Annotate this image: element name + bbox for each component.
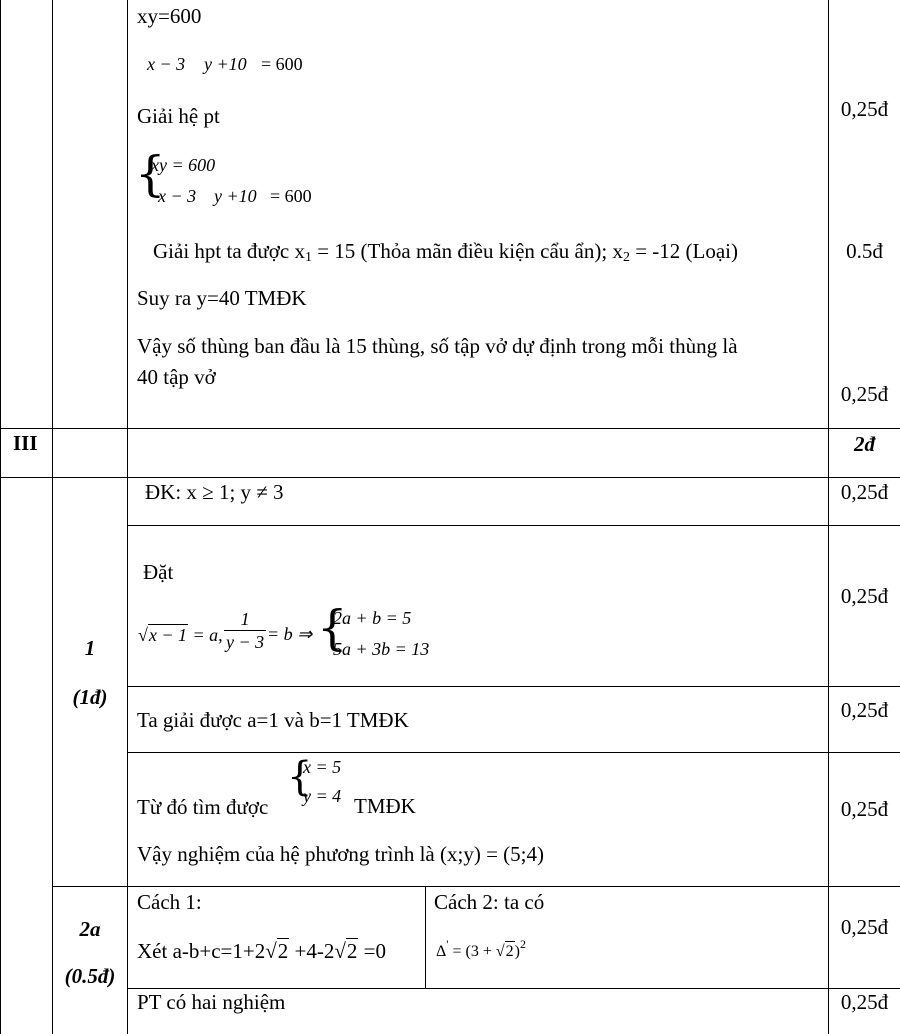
equation-xy: xy=600 — [137, 4, 202, 28]
two-roots-text: PT có hai nghiệm — [137, 990, 286, 1014]
system-eq2: 5a + 3b = 13 — [333, 639, 430, 659]
part-points: (1đ) — [72, 685, 108, 709]
section-total-score: 2đ — [854, 432, 875, 456]
grid-line — [127, 0, 128, 1034]
part-number: 2a — [79, 917, 101, 941]
found-x: x = 5 — [303, 757, 342, 777]
score-cell: 0,25đ — [840, 97, 889, 121]
part-number: 1 — [84, 636, 96, 660]
final-answer-line1: Vậy số thùng ban đầu là 15 thùng, số tập vở dự định trong mỗi thùng là — [137, 334, 738, 358]
final-answer-line2: 40 tập vở — [137, 365, 216, 389]
grid-line — [52, 886, 900, 887]
score-cell: 0,25đ — [840, 584, 889, 608]
system-brace: { — [317, 600, 348, 656]
conclusion-y: Suy ra y=40 TMĐK — [137, 286, 307, 310]
grid-line — [0, 477, 900, 478]
system-brace: { — [287, 754, 313, 800]
grid-line — [127, 752, 900, 753]
equation-product-a: x − 3 — [147, 54, 186, 74]
method1-check: Xét a-b+c=1+2√2 +4-2√2 =0 — [137, 939, 386, 963]
found-condition: TMĐK — [354, 794, 416, 818]
solve-system-label: Giải hệ pt — [137, 104, 220, 128]
grid-line — [127, 686, 900, 687]
system-result: Giải hpt ta được $x_1 = 15$ (Thỏa mãn điều kiện cẩu ẩn); $x_2 = -12$ (Loại) — [153, 239, 739, 265]
substitution-fraction: $\frac{1}{y - 3}$ — [226, 609, 265, 652]
substitution-b: = b ⇒ — [267, 624, 313, 644]
condition-text: ĐK: x ≥ 1; y ≠ 3 — [145, 480, 284, 504]
score-cell: 0,25đ — [840, 480, 889, 504]
grid-line — [0, 428, 900, 429]
grid-line — [425, 886, 426, 988]
score-cell: 0,25đ — [840, 382, 889, 406]
system-brace: { — [135, 146, 166, 202]
score-cell: 0,25đ — [840, 698, 889, 722]
score-cell: 0,25đ — [840, 797, 889, 821]
method2-title: Cách 2: ta có — [434, 890, 545, 914]
grid-line — [52, 0, 53, 428]
found-label: Từ đó tìm được — [137, 795, 269, 819]
system-eq2-a: x − 3 — [158, 186, 197, 206]
system-eq2-c: = 600 — [270, 186, 312, 206]
system-eq2-b: y +10 — [214, 186, 257, 206]
grid-line — [828, 0, 829, 1034]
equation-product-b: y +10 — [204, 54, 247, 74]
system-eq1: xy = 600 — [151, 155, 216, 175]
section-number: III — [13, 431, 38, 455]
method2-discriminant: $\Delta' = (3 + √2)^2$ — [436, 937, 526, 960]
system-eq1: 2a + b = 5 — [333, 608, 412, 628]
score-cell: 0,25đ — [840, 915, 889, 939]
grid-line — [52, 428, 53, 477]
method1-title: Cách 1: — [137, 890, 202, 914]
grid-line — [127, 525, 900, 526]
score-cell: 0,25đ — [840, 990, 889, 1014]
score-cell: 0.5đ — [846, 239, 883, 263]
system-solution: Vậy nghiệm của hệ phương trình là (x;y) = (5;4) — [137, 842, 544, 866]
grid-line — [127, 988, 900, 989]
part-points: (0.5đ) — [64, 964, 116, 988]
equation-product-c: = 600 — [261, 54, 303, 74]
substitution-sqrt: √x − 1 = a, — [138, 625, 223, 645]
solved-values: Ta giải được a=1 và b=1 TMĐK — [137, 708, 409, 732]
found-y: y = 4 — [303, 786, 342, 806]
grid-line — [0, 0, 1, 1034]
grid-line — [52, 477, 53, 1034]
substitution-label: Đặt — [143, 560, 174, 584]
